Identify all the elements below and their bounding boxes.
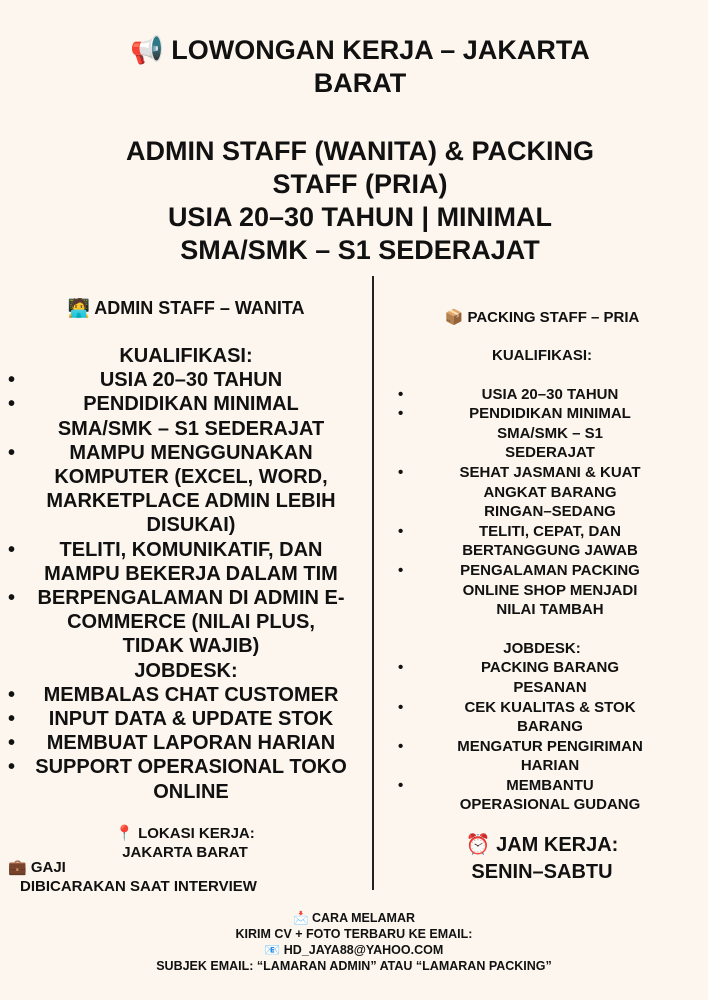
bullet-icon: • (398, 385, 404, 403)
list-item (376, 385, 708, 405)
gaji (8, 858, 257, 896)
list-item-line: PACKING BARANG (480, 659, 620, 677)
list-item-line: RINGAN–SEDANG (484, 503, 616, 521)
admin-kualifikasi-list (0, 368, 372, 658)
bullet-icon: • (398, 698, 404, 716)
bullet-icon: • (398, 463, 404, 481)
list-item-line: USIA 20–30 TAHUN (99, 369, 283, 392)
cara-label: 📩 CARA MELAMAR (292, 911, 416, 925)
list-item-line: BARANG (517, 718, 583, 736)
admin-jobdesk-label: JOBDESK: (134, 659, 238, 682)
list-item (376, 658, 708, 697)
bullet-icon: • (8, 538, 16, 561)
jam-kerja (376, 832, 708, 886)
list-item-line: SMA/SMK – S1 SEDERAJAT (57, 417, 325, 440)
list-item-line: BERPENGALAMAN DI ADMIN E- (37, 587, 345, 610)
list-item-line: MENGATUR PENGIRIMAN (457, 737, 643, 755)
bullet-icon: • (398, 659, 404, 677)
bullet-icon: • (8, 393, 16, 416)
packing-kualifikasi-label: KUALIFIKASI: (492, 347, 592, 364)
list-item-line: CEK KUALITAS & STOK (464, 698, 636, 716)
packing-jobdesk-label: JOBDESK: (503, 639, 581, 657)
bullet-icon: • (8, 587, 16, 610)
list-item-line: BERTANGGUNG JAWAB (462, 542, 638, 560)
subtitle-line: ADMIN STAFF (WANITA) & PACKING (126, 136, 594, 166)
list-item-line: TELITI, KOMUNIKATIF, DAN (59, 538, 323, 561)
title-line: 📢 LOWONGAN KERJA – JAKARTA (130, 35, 590, 65)
bullet-icon: • (398, 522, 404, 540)
list-item (376, 776, 708, 815)
bullet-icon: • (398, 737, 404, 755)
list-item-line: TIDAK WAJIB) (122, 635, 260, 658)
bullet-icon: • (8, 369, 16, 392)
packing-kualifikasi-list (376, 385, 708, 620)
bullet-icon: • (398, 405, 404, 423)
list-item-line: PESANAN (513, 678, 587, 696)
list-item (376, 404, 708, 463)
list-item-line: PENGALAMAN PACKING (460, 561, 640, 579)
list-item (376, 561, 708, 620)
bullet-icon: • (8, 708, 16, 731)
lokasi-value: JAKARTA BARAT (122, 844, 248, 861)
bullet-icon: • (398, 776, 404, 794)
subjek-instruction: SUBJEK EMAIL: “LAMARAN ADMIN” ATAU “LAMARAN PACKING” (156, 959, 552, 973)
subtitle-line: SMA/SMK – S1 SEDERAJAT (180, 235, 540, 265)
list-item-line: DISUKAI) (146, 514, 236, 537)
list-item-line: NILAI TAMBAH (496, 601, 604, 619)
subtitle-line: STAFF (PRIA) (272, 169, 448, 199)
list-item (0, 392, 372, 440)
list-item (0, 538, 372, 586)
list-item-line: MAMPU MENGGUNAKAN (69, 441, 313, 464)
list-item-line: OPERASIONAL GUDANG (459, 796, 641, 814)
jam-value: SENIN–SABTU (471, 861, 613, 883)
list-item (376, 463, 708, 522)
bullet-icon: • (398, 561, 404, 579)
list-item-line: MEMBANTU (506, 776, 594, 794)
list-item-line: INPUT DATA & UPDATE STOK (48, 708, 334, 731)
packing-heading: 📦 PACKING STAFF – PRIA (444, 309, 640, 326)
bullet-icon: • (8, 756, 16, 779)
list-item (0, 755, 372, 803)
list-item-line: MEMBALAS CHAT CUSTOMER (43, 683, 339, 706)
kirim-instruction: KIRIM CV + FOTO TERBARU KE EMAIL: (235, 927, 473, 941)
list-item (0, 731, 372, 755)
cara-melamar (0, 910, 708, 974)
list-item-line: PENDIDIKAN MINIMAL (469, 405, 631, 423)
list-item (376, 698, 708, 737)
list-item-line: TELITI, CEPAT, DAN (479, 522, 621, 540)
list-item-line: HARIAN (520, 757, 580, 775)
list-item-line: MEMBUAT LAPORAN HARIAN (46, 732, 336, 755)
list-item-line: MAMPU BEKERJA DALAM TIM (44, 562, 338, 585)
list-item-line: USIA 20–30 TAHUN (481, 385, 619, 403)
lokasi-label: 📍 LOKASI KERJA: (115, 825, 255, 842)
list-item (0, 441, 372, 538)
list-item-line: SEHAT JASMANI & KUAT (459, 463, 641, 481)
admin-jobdesk-list (0, 683, 372, 804)
list-item-line: SEDERAJAT (505, 444, 595, 462)
list-item-line: PENDIDIKAN MINIMAL (83, 393, 299, 416)
list-item (376, 737, 708, 776)
list-item-line: COMMERCE (NILAI PLUS, (67, 611, 315, 634)
bullet-icon: • (8, 683, 16, 706)
admin-heading: 🧑‍💻 ADMIN STAFF – WANITA (67, 298, 305, 318)
email-link[interactable]: 📧 HD_JAYA88@YAHOO.COM (264, 943, 444, 957)
jam-label: ⏰ JAM KERJA: (465, 834, 619, 856)
list-item (0, 368, 372, 392)
gaji-value: DIBICARAKAN SAAT INTERVIEW (20, 878, 257, 895)
list-item-line: SUPPORT OPERASIONAL TOKO (35, 756, 347, 779)
admin-staff-column (0, 294, 372, 804)
admin-kualifikasi-label: KUALIFIKASI: (119, 345, 253, 367)
list-item-line: ANGKAT BARANG (483, 483, 617, 501)
list-item-line: KOMPUTER (EXCEL, WORD, (54, 466, 328, 489)
bullet-icon: • (8, 441, 16, 464)
subtitle-line: USIA 20–30 TAHUN | MINIMAL (167, 202, 553, 232)
column-divider (372, 276, 374, 890)
bullet-icon: • (8, 732, 16, 755)
list-item (0, 586, 372, 659)
lokasi-kerja (60, 824, 310, 862)
list-item (376, 522, 708, 561)
list-item (0, 707, 372, 731)
packing-jobdesk-list (376, 658, 708, 815)
list-item-line: MARKETPLACE ADMIN LEBIH (46, 490, 336, 513)
packing-staff-column (376, 306, 708, 815)
title-line: BARAT (313, 68, 407, 98)
list-item-line: SMA/SMK – S1 (497, 424, 603, 442)
poster-title (60, 34, 660, 267)
list-item (0, 683, 372, 707)
list-item-line: ONLINE (153, 780, 229, 803)
list-item-line: ONLINE SHOP MENJADI (462, 581, 638, 599)
gaji-label: 💼 GAJI (8, 859, 66, 876)
